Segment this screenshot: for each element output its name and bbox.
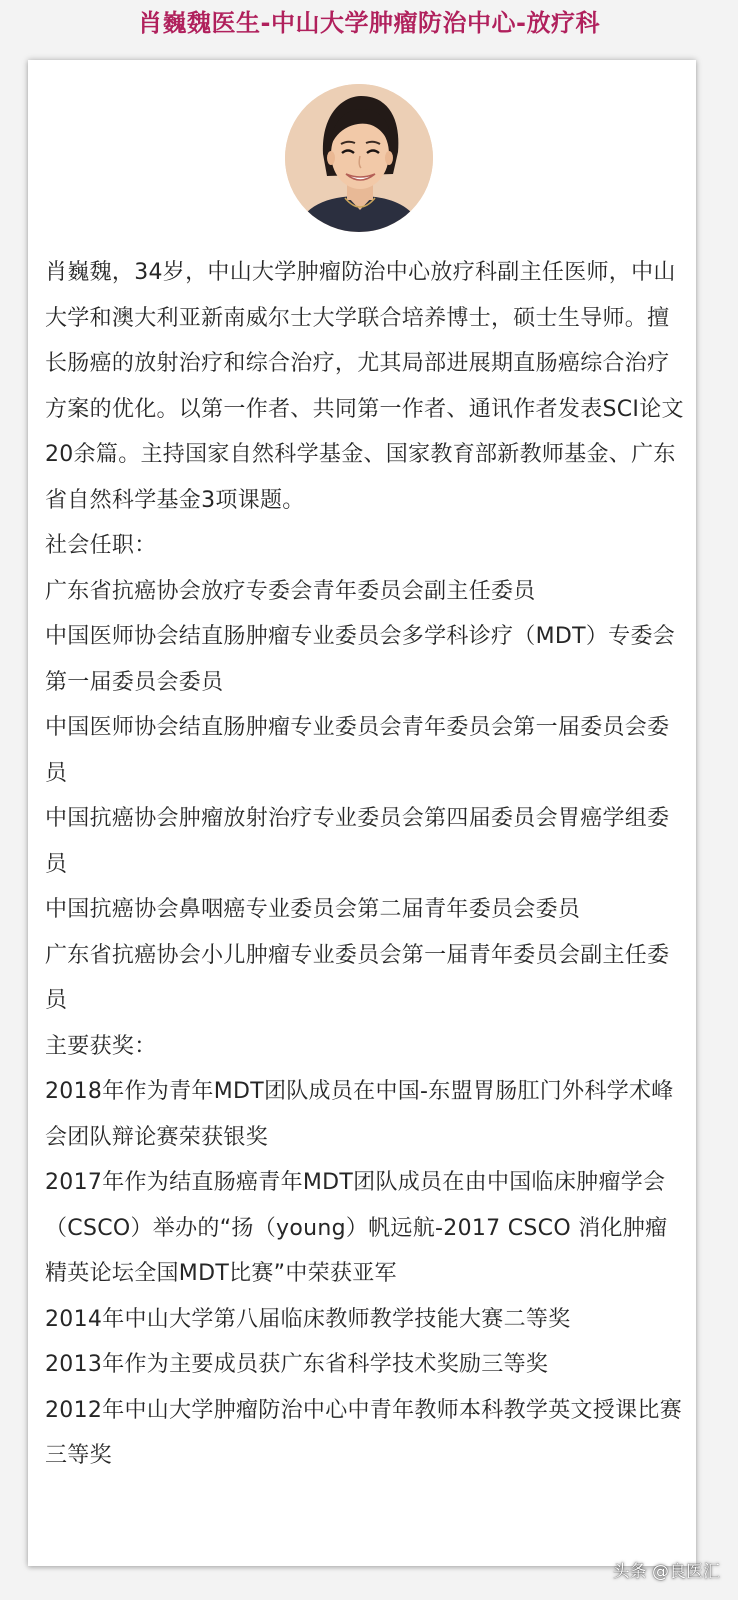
award-item: 2017年作为结直肠癌青年MDT团队成员在由中国临床肿瘤学会（CSCO）举办的“扬（young）帆远航-2017 CSCO 消化肿瘤精英论坛全国MDT比赛”中荣获亚军 (45, 1170, 668, 1286)
award-item: 2013年作为主要成员获广东省科学技术奖励三等奖 (45, 1352, 549, 1377)
positions-heading: 社会任职： (45, 533, 157, 558)
doctor-avatar (285, 84, 433, 232)
position-item: 中国抗癌协会鼻咽癌专业委员会第二届青年委员会委员 (45, 897, 581, 922)
position-item: 中国医师协会结直肠肿瘤专业委员会多学科诊疗（MDT）专委会第一届委员会委员 (45, 624, 676, 695)
position-item: 广东省抗癌协会放疗专委会青年委员会副主任委员 (45, 578, 536, 604)
profile-text (45, 250, 685, 1479)
position-item: 中国抗癌协会肿瘤放射治疗专业委员会第四届委员会胃癌学组委员 (45, 806, 670, 877)
award-item: 2012年中山大学肿瘤防治中心中青年教师本科教学英文授课比赛三等奖 (45, 1397, 682, 1468)
bio-paragraph: 肖巍魏，34岁，中山大学肿瘤防治中心放疗科副主任医师，中山大学和澳大利亚新南威尔士大学联合培养博士，硕士生导师。擅长肠癌的放射治疗和综合治疗，尤其局部进展期直肠癌综合治疗方案的优化。以第一作者、共同第一作者、通讯作者发表SCI论文20余篇。主持国家自然科学基金、国家教育部新教师基金、广东省自然科学基金3项课题。 (45, 260, 684, 513)
award-item: 2018年作为青年MDT团队成员在中国-东盟胃肠肛门外科学术峰会团队辩论赛荣获银奖 (45, 1079, 674, 1150)
award-item: 2014年中山大学第八届临床教师教学技能大赛二等奖 (45, 1306, 571, 1332)
doctor-portrait-icon (285, 84, 433, 232)
awards-heading: 主要获奖： (45, 1033, 157, 1059)
source-watermark: 头条 @良医汇 (612, 1562, 720, 1582)
profile-card (28, 60, 696, 1566)
position-item: 中国医师协会结直肠肿瘤专业委员会青年委员会第一届委员会委员 (45, 715, 670, 786)
position-item: 广东省抗癌协会小儿肿瘤专业委员会第一届青年委员会副主任委员 (45, 942, 670, 1013)
page-title: 肖巍魏医生-中山大学肿瘤防治中心-放疗科 (138, 9, 600, 37)
